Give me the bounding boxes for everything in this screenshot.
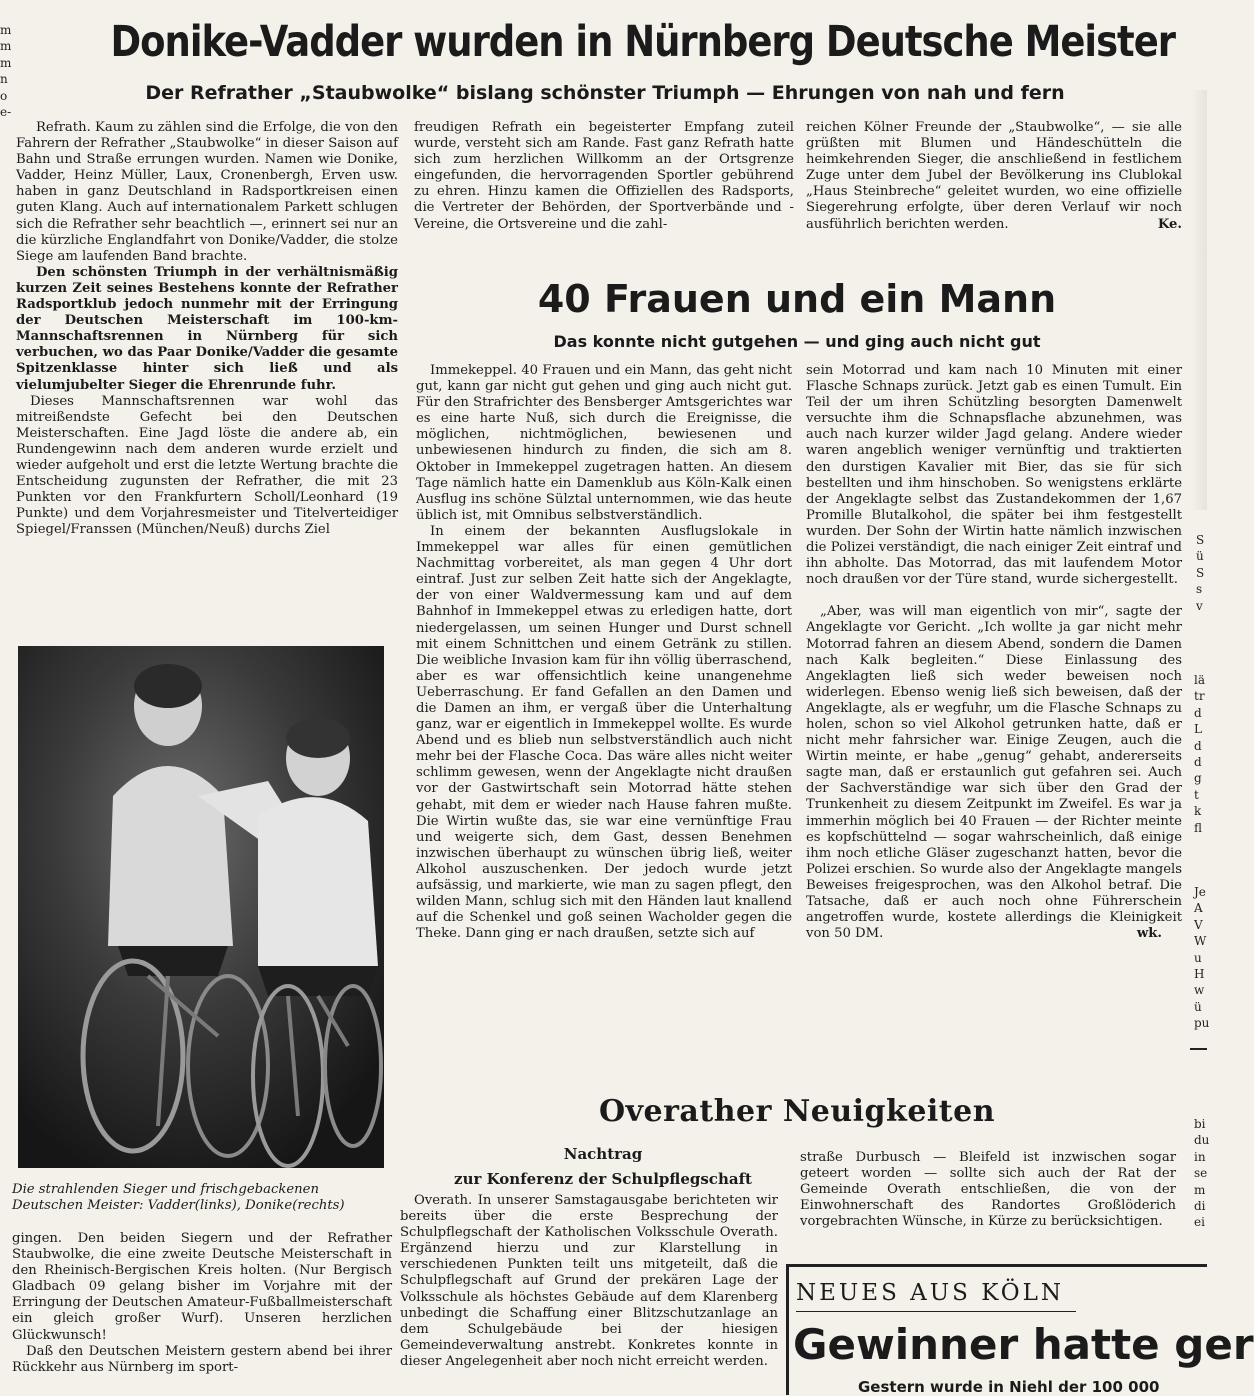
- right-gutter-mark: [1192, 90, 1207, 510]
- article3-column-left: [400, 1193, 778, 1395]
- koln-box-left-rule: [786, 1264, 789, 1395]
- article1-signature: Ke.: [1157, 216, 1182, 232]
- article3-sub-1: Nachtrag: [563, 1145, 643, 1163]
- article3-right-text: straße Durbusch — Bleifeld ist inzwischen sogar geteert worden — sollte sich auch der Rat der Gemeinde Overath entschließen, die von der Einwohnerschaft des Randortes Großlöderich vorgebrachten Wünsche, in Kürze zu berücksichtigen.: [800, 1150, 1176, 1230]
- article3-left-text: Overath. In unserer Samstagausgabe berichteten wir bereits über die erste Besprechung der Schulpflegschaft der Katholischen Volksschule Overath. Ergänzend hierzu und zur Klarstellung in verschiedenen Punkten teilt uns mitgeteilt, daß die Schulpflegschaft auf Grund der prekären Lage der Volksschule als höchstes Gebäude auf dem Klarenberg unbedingt die Schaffung einer Blitzschutzanlage an dem Schulgebäude bei der hiesigen Gemeindeverwaltung anstrebt. Konkretes konnte in dieser Angelegenheit aber noch nicht erreicht werden.: [400, 1193, 778, 1369]
- article1-column-1-bottom: [12, 1231, 392, 1395]
- koln-box-top-rule: [786, 1264, 1207, 1267]
- article1-para-2: Den schönsten Triumph in der verhältnismäßig kurzen Zeit seines Bestehens konnte der Refrather Radsportklub jedoch nunmehr mit der Erringung der Deutschen Meisterschaft im 100-km-Mannschaftsrennen in Nürnberg für sich verbuchen, wo das Paar Donike/Vadder die gesamte Spitzenklasse hinter sich ließ und als vielumjubelter Sieger die Ehrenrunde fuhr.: [16, 264, 398, 393]
- photo-caption: Die strahlenden Sieger und frischgebackenen Deutschen Meister: Vadder(links), Donike(rechts): [12, 1182, 345, 1213]
- article1-col3-text: reichen Kölner Freunde der „Staubwolke“, — sie alle grüßten mit Blumen und Händeschütteln die heimkehrenden Sieger, die anschließend in festlichem Zuge unter dem Jubel der Bevölkerung ins Clublokal „Haus Steinbreche“ geleitet wurden, wo eine offizielle Siegerehrung erfolgte, über deren Verlauf wir noch ausführlich berichten werden.: [806, 120, 1182, 232]
- article2-para-4: „Aber, was will man eigentlich von mir“, sagte der Angeklagte vor Gericht. „Ich wollte ja gar nicht mehr Motorrad fahren an diesem Abend, sondern die Damen nach Kalk begleiten.“ Diese Einlassung des Angeklagten ließ sich weder beweisen noch widerlegen. Ebenso wenig ließ sich beweisen, daß der Angeklagte, als er wegfuhr, um die Flasche Schnaps zu holen, schon so viel Alkohol getrunken hatte, daß er nicht mehr fahrsicher war. Einige Zeugen, auch die Wirtin meinte, er habe „genug“ gehabt, andererseits sagte man, daß er erstaunlich gut gefahren sei. Auch der Sachverständige war sich über den Grad der Trunkenheit zu diesem Zeitpunkt im Zweifel. Es war ja immerhin möglich bei 40 Frauen — der Richter meinte es kopfschüttelnd — sogar wahrscheinlich, daß einige ihm noch etliche Gläser zugeschanzt hatten, bevor die Polizei erschien. So wurde also der Angeklagte mangels Beweises freigesprochen, was den Alkohol betraf. Die Tatsache, daß er auch noch ohne Führerschein angetroffen wurde, kostete allerdings die Kleinigkeit von 50 DM.: [806, 604, 1182, 942]
- right-edge-fragment-2: lä tr d L d d g t k fl: [1194, 673, 1205, 835]
- right-edge-fragment-1: S ü S s v: [1196, 533, 1205, 613]
- article2-subheadline: Das konnte nicht gutgehen — und ging auch nicht gut: [553, 332, 1041, 351]
- koln-section-label: NEUES AUS KÖLN: [796, 1280, 1065, 1306]
- article2-para-3: sein Motorrad und kam nach 10 Minuten mit einer Flasche Schnaps zurück. Jetzt gab es einen Tumult. Ein Teil der um ihren Schützling besorgten Damenwelt versuchte ihm die Schnapsflache abzunehmen, was auch nach kurzer wilder Jagd gelang. Andere wieder waren angeblich weniger vernünftig und traktierten den durstigen Kavalier mit Bier, das sie für sich bestellten und ihm hinschoben. So wenigstens erklärte der Angeklagte selbst das Zustandekommen der 1,67 Promille Blutalkohol, die später bei ihm festgestellt wurden. Der Sohn der Wirtin hatte nämlich inzwischen die Polizei verständigt, die nach einiger Zeit eintraf und ihn abholte. Das Motorrad, das mit laufendem Motor noch draußen vor der Türe stand, wurde sichergestellt.: [806, 363, 1182, 588]
- article1-para-1: Refrath. Kaum zu zählen sind die Erfolge, die von den Fahrern der Refrather „Staubwolke“ in dieser Saison auf Bahn und Straße errungen wurden. Namen wie Donike, Vadder, Heinz Müller, Laux, Cronenbergh, Erven usw. haben in ganz Deutschland in Radsportkreisen einen guten Klang. Auch auf internationalem Parkett schlugen sich die Refrather sehr beachtlich —, erinnert sei nur an die kürzliche Englandfahrt von Donike/Vadder, die stolze Siege am laufenden Band brachte.: [16, 120, 398, 264]
- koln-subline: Gestern wurde in Niehl der 100 000: [858, 1378, 1160, 1396]
- left-edge-fragment: m m m n o e-: [0, 23, 12, 120]
- article1-para-5: Daß den Deutschen Meistern gestern abend bei ihrer Rückkehr aus Nürnberg im sport-: [12, 1343, 392, 1375]
- right-edge-fragment-3: Je A V W u H w ü pu: [1194, 885, 1210, 1031]
- article1-column-2: [414, 120, 794, 233]
- article2-headline: 40 Frauen und ein Mann: [537, 277, 1057, 321]
- article1-para-3: Dieses Mannschaftsrennen war wohl das mitreißendste Gefecht bei den Deutschen Meisterschaften. Eine Jagd löste die andere ab, ein Rundengewinn nach dem anderen wurde erzielt und wieder aufgeholt und erst die letzte Wertung brachte die Entscheidung zugunsten der Refrather, die mit 23 Punkten vor den Frankfurtern Scholl/Leonhard (19 Punkte) und dem Vorjahresmeister und Titelverteidiger Spiegel/Franssen (München/Neuß) durchs Ziel: [16, 393, 398, 538]
- right-edge-rule: [1190, 1048, 1207, 1050]
- right-edge-fragment-4: bi du in se m di ei: [1194, 1117, 1210, 1230]
- article2-column-right: [806, 363, 1182, 942]
- cyclists-photo-illustration: [18, 646, 384, 1168]
- article3-column-right: [800, 1150, 1176, 1230]
- main-subheadline: Der Refrather „Staubwolke“ bislang schönster Triumph — Ehrungen von nah und fern: [145, 82, 1065, 104]
- article3-sub-2: zur Konferenz der Schulpflegschaft: [454, 1170, 752, 1188]
- article2-para-1: Immekeppel. 40 Frauen und ein Mann, das geht nicht gut, kann gar nicht gut gehen und ging auch nicht gut. Für den Strafrichter des Bensberger Amtsgerichtes war es eine harte Nuß, sich durch die Ereignisse, die möglichen, nichtmöglichen, bewiesenen und unbewiesenen hindurch zu finden, die sich am 8. Oktober in Immekeppel zugetragen hatten. An diesem Tage nämlich hatte ein Damenklub aus Köln-Kalk einen Ausflug ins schöne Sülztal unternommen, wie das heute üblich ist, mit Omnibus selbstverständlich.: [416, 363, 792, 523]
- koln-headline: Gewinner hatte ger: [793, 1320, 1254, 1369]
- winners-photo: [18, 646, 384, 1168]
- article1-column-3: [806, 120, 1182, 233]
- article2-para-2: In einem der bekannten Ausflugslokale in Immekeppel war alles für einen gemütlichen Nachmittag vorbereitet, als man gegen 4 Uhr dort eintraf. Just zur selben Zeit hatte sich der Angeklagte, der von einer Waldvermessung kam und auf dem Bahnhof in Immekeppel etwas zu erledigen hatte, dort niedergelassen, um seinen Hunger und Durst schnell mit einem Schnittchen und einem Getränk zu stillen. Die weibliche Invasion kam für ihn völlig überraschend, aber es war offensichtlich keine unangenehme Ueberraschung. Er fand Gefallen an den Damen und die Damen an ihm, er vergaß über die Unterhaltung ganz, war er eigentlich in Immekeppel wollte. Es wurde Abend und es blieb nun selbstverständlich auch nicht mehr bei der Flasche Coca. Das wäre alles nicht weiter schlimm gewesen, wenn der Angeklagte nicht draußen vor der Gastwirtschaft sein Motorrad hätte stehen gehabt, mit dem er wieder nach Hause fahren mußte. Die Wirtin wußte das, sie war eine vernünftige Frau und weigerte sich, dem Gast, dessen Benehmen inzwischen überhaupt zu wünschen übrig ließ, weiter Alkohol auszuschenken. Der jedoch wurde jetzt aufsässig, und markierte, wie man zu sagen pflegt, den wilden Mann, schlug sich mit den Händen laut knallend auf die Schenkel und goß seinen Wacholder gegen die Theke. Dann ging er nach draußen, setzte sich auf: [416, 523, 792, 942]
- article1-para-4: gingen. Den beiden Siegern und der Refrather Staubwolke, die eine zweite Deutsche Meisterschaft in den Rheinisch-Bergischen Kreis holten. (Nur Bergisch Gladbach 09 gelang bisher im Vorjahre mit der Erringung der Deutschen Amateur-Fußballmeisterschaft ein gleich großer Wurf). Unseren herzlichen Glückwunsch!: [12, 1231, 392, 1343]
- article1-column-1: [16, 120, 398, 538]
- article2-column-left: [416, 363, 792, 942]
- koln-label-underline: [796, 1311, 1076, 1312]
- article2-signature: wk.: [1136, 926, 1162, 942]
- main-headline: Donike-Vadder wurden in Nürnberg Deutsche Meister: [110, 17, 1175, 67]
- article1-col2-text: freudigen Refrath ein begeisterter Empfang zuteil wurde, versteht sich am Rande. Fast ganz Refrath hatte sich zum herzlichen Willkomm an der Ortsgrenze eingefunden, die hervorragenden Sportler gebührend zu ehren. Hinzu kamen die Offiziellen des Radsports, die Vertreter der Behörden, der Sportverbände und -Vereine, die Ortsvereine und die zahl-: [414, 120, 794, 232]
- article3-headline: Overather Neuigkeiten: [598, 1094, 996, 1129]
